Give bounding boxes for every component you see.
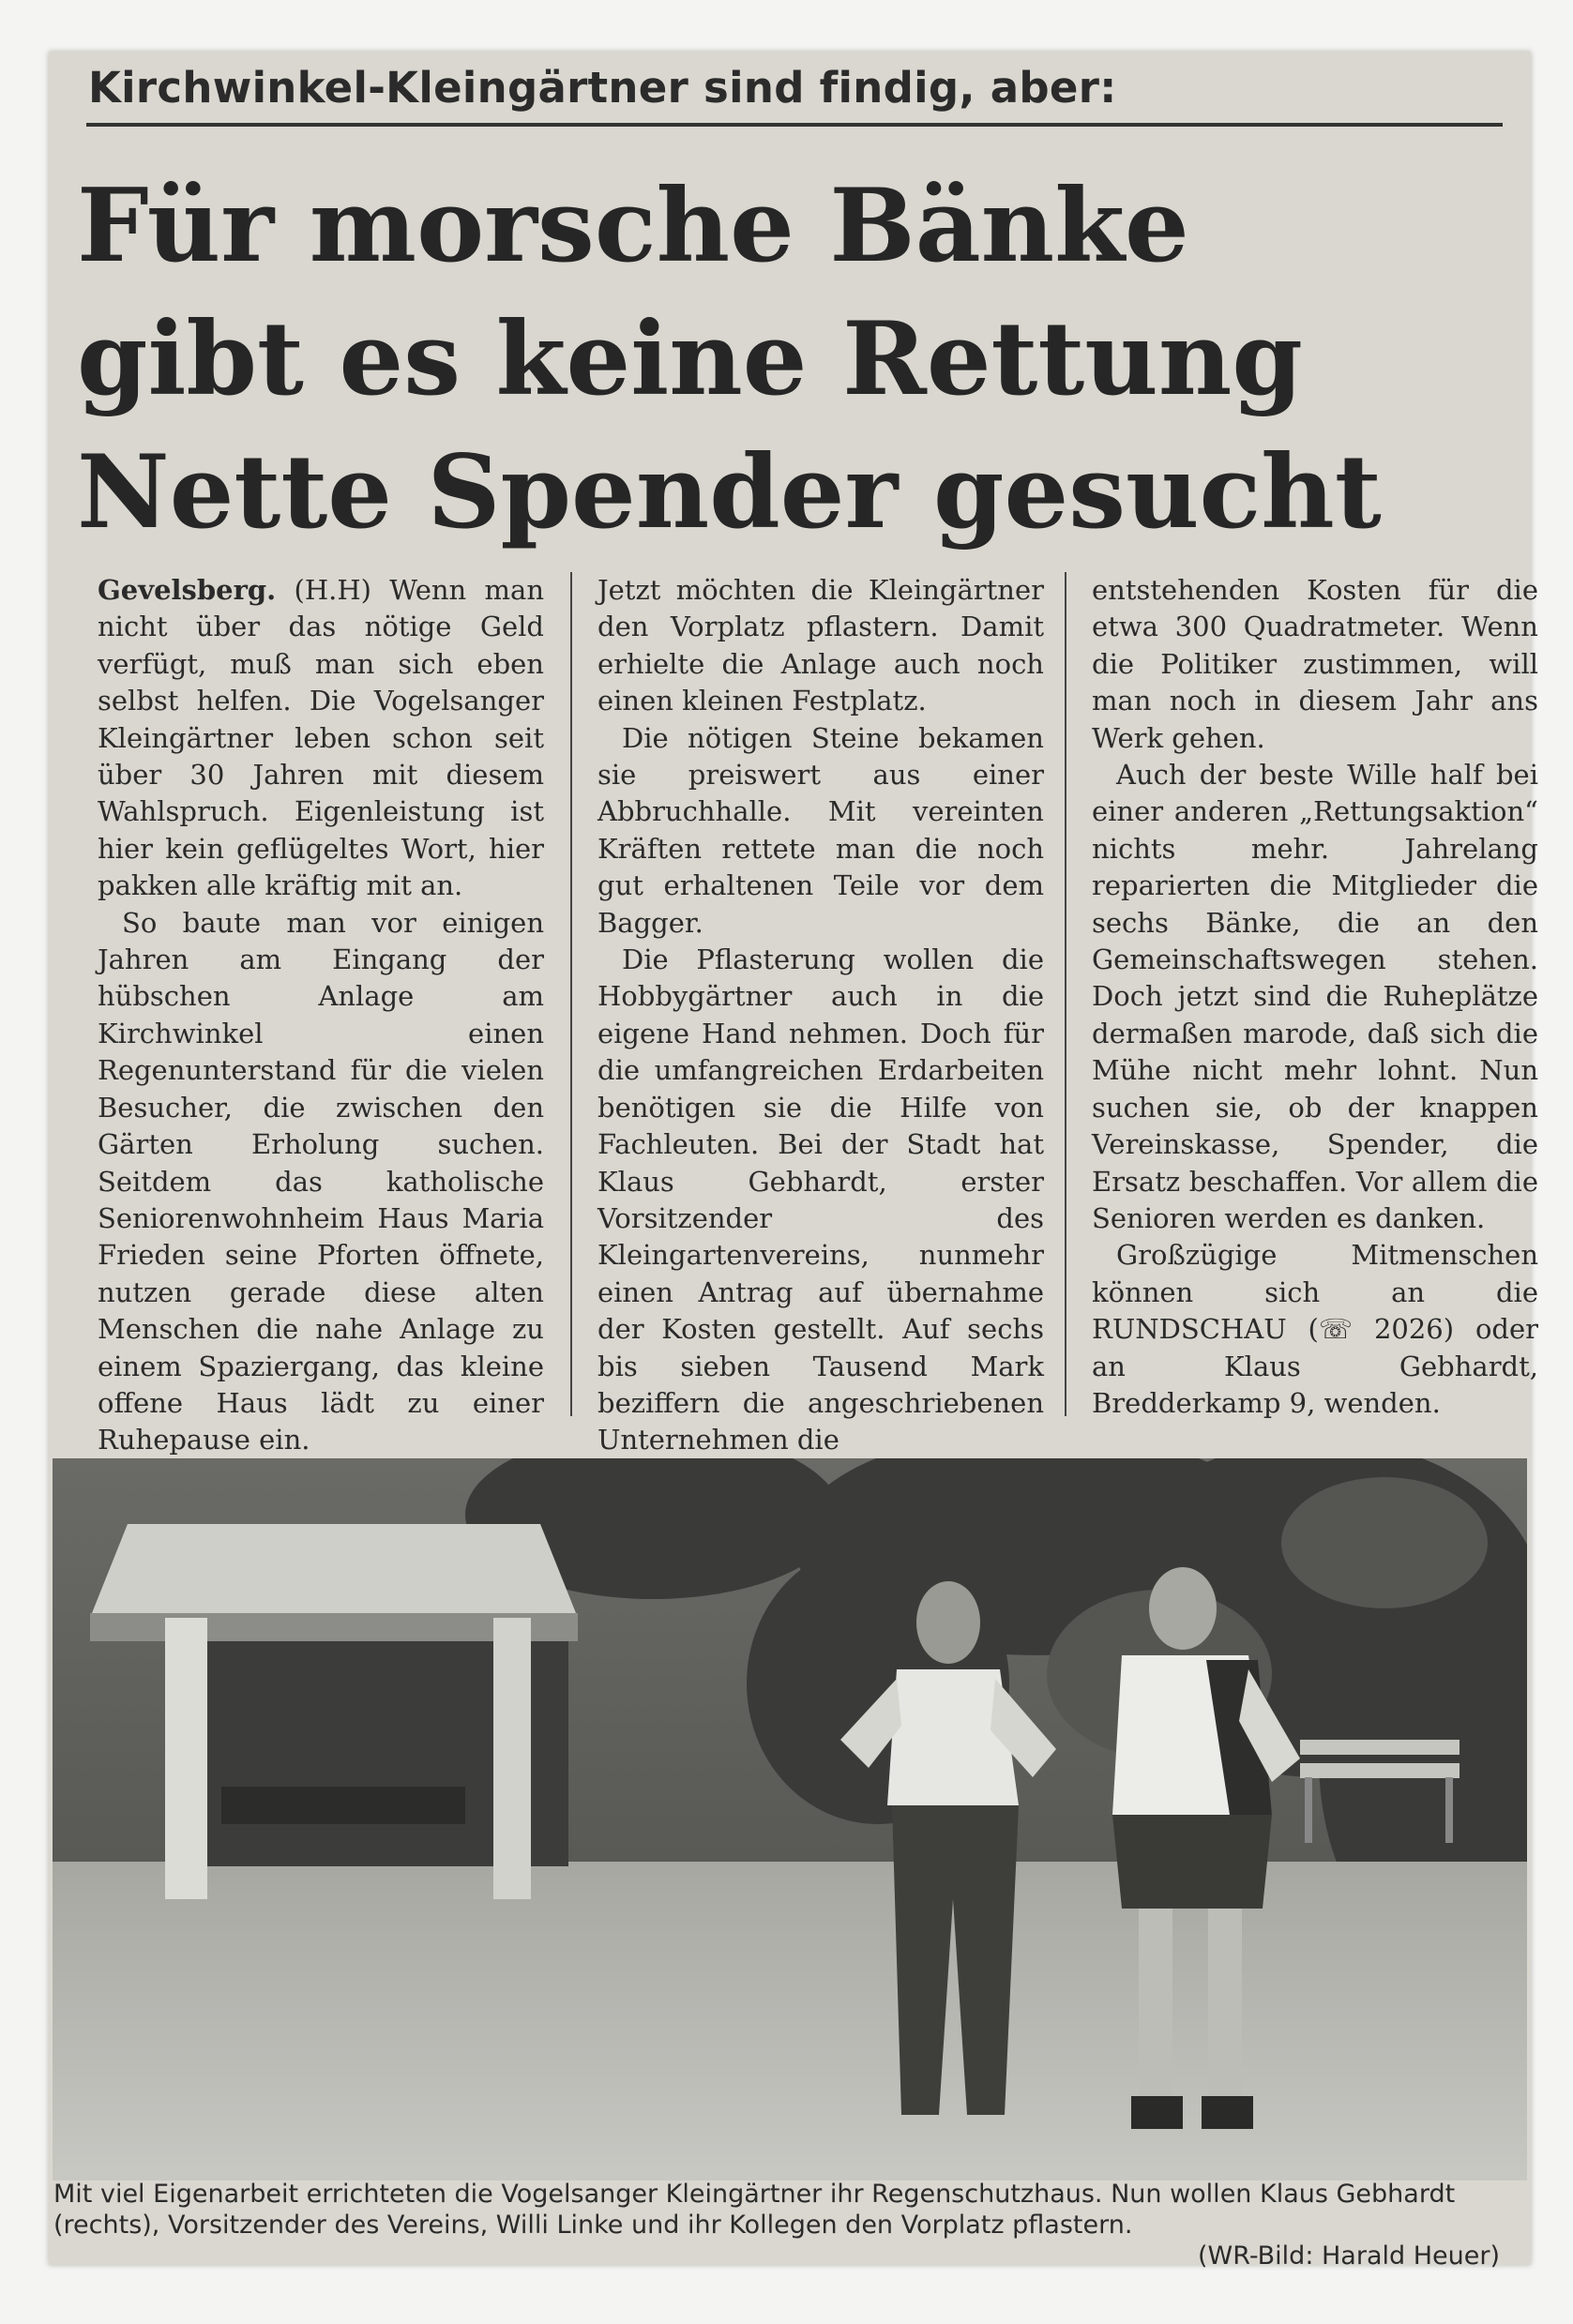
body-column-3 <box>1092 572 1538 1422</box>
article-headline <box>77 159 1512 559</box>
caption-text: Mit viel Eigenarbeit errichteten die Vogelsanger Kleingärtner ihr Regenschutzhaus. Nun wollen Klaus Gebhardt (rechts), Vorsitzender des Vereins, Willi Linke und ihr Kollegen den Vorplatz pflastern. <box>53 2180 1456 2240</box>
photo-credit: (WR-Bild: Harald Heuer) <box>1197 2241 1500 2271</box>
article-body <box>98 572 1538 1458</box>
photo-illustration <box>53 1458 1527 2181</box>
body-paragraph: Auch der beste Wille half bei einer anderen „Rettungsaktion“ nichts mehr. Jahrelang reparierten die Mitglieder die sechs Bänke, die an den Gemeinschaftswegen stehen. Doch jetzt sind die Ruheplätze dermaßen marode, daß sich die Mühe nicht mehr lohnt. Nun suchen sie, ob der knappen Vereinskasse, Spender, die Ersatz beschaffen. Vor allem die Senioren werden es danken. <box>1092 759 1538 1234</box>
body-paragraph: Die nötigen Steine bekamen sie preiswert aus einer Abbruchhalle. Mit vereinten Kräften rettete man die noch gut erhaltenen Teile vor dem Bagger. <box>597 721 1044 939</box>
body-paragraph: So baute man vor einigen Jahren am Eingang der hübschen Anlage am Kirchwinkel einen Regenunterstand für die vielen Besucher, die zwischen den Gärten Erholung suchen. Seitdem das katholische Seniorenwohnheim Haus Maria Frieden seine Pforten öffnete, nutzen gerade diese alten Menschen die nahe Anlage zu einem Spaziergang, das kleine offene Haus lädt zu einer Ruhepause ein. <box>98 906 544 1456</box>
body-paragraph: entstehenden Kosten für die etwa 300 Quadratmeter. Wenn die Politiker zustimmen, will man noch in diesem Jahr ans Werk gehen. <box>1092 574 1538 754</box>
headline-line-1: Für morsche Bänke <box>77 167 1189 285</box>
body-paragraph: Die Pflasterung wollen die Hobbygärtner auch in die eigene Hand nehmen. Doch für die umfangreichen Erdarbeiten benötigen sie die Hilfe von Fachleuten. Bei der Stadt hat Klaus Gebhardt, erster Vorsitzender des Kleingartenvereins, nunmehr einen Antrag auf übernahme der Kosten gestellt. Auf sechs bis sieben Tausend Mark beziffern die angeschriebenen Unternehmen die <box>597 943 1044 1456</box>
column-divider <box>570 572 572 1416</box>
headline-line-2: gibt es keine Rettung <box>77 300 1303 418</box>
body-paragraph: Gevelsberg. (H.H) Wenn man nicht über das nötige Geld verfügt, muß man sich eben selbst helfen. Die Vogelsanger Kleingärtner leben schon seit über 30 Jahren mit diesem Wahlspruch. Eigenleistung ist hier kein geflügeltes Wort, hier pakken alle kräftig mit an. <box>98 574 544 902</box>
photo-caption <box>53 2179 1517 2271</box>
newspaper-clipping <box>49 52 1538 2271</box>
article-photo <box>53 1458 1527 2181</box>
body-paragraph: Jetzt möchten die Kleingärtner den Vorplatz pflastern. Damit erhielte die Anlage auch noch einen kleinen Festplatz. <box>597 574 1044 717</box>
column-divider <box>1065 572 1066 1416</box>
body-column-1 <box>98 572 544 1459</box>
article-kicker: Kirchwinkel-Kleingärtner sind findig, aber: <box>88 63 1117 113</box>
headline-line-3: Nette Spender gesucht <box>77 433 1382 551</box>
dateline: Gevelsberg. <box>98 574 277 606</box>
body-paragraph: Großzügige Mitmenschen können sich an die RUNDSCHAU (☏ 2026) oder an Klaus Gebhardt, Bredderkamp 9, wenden. <box>1092 1239 1538 1419</box>
body-column-2 <box>597 572 1044 1459</box>
kicker-rule <box>86 123 1503 127</box>
